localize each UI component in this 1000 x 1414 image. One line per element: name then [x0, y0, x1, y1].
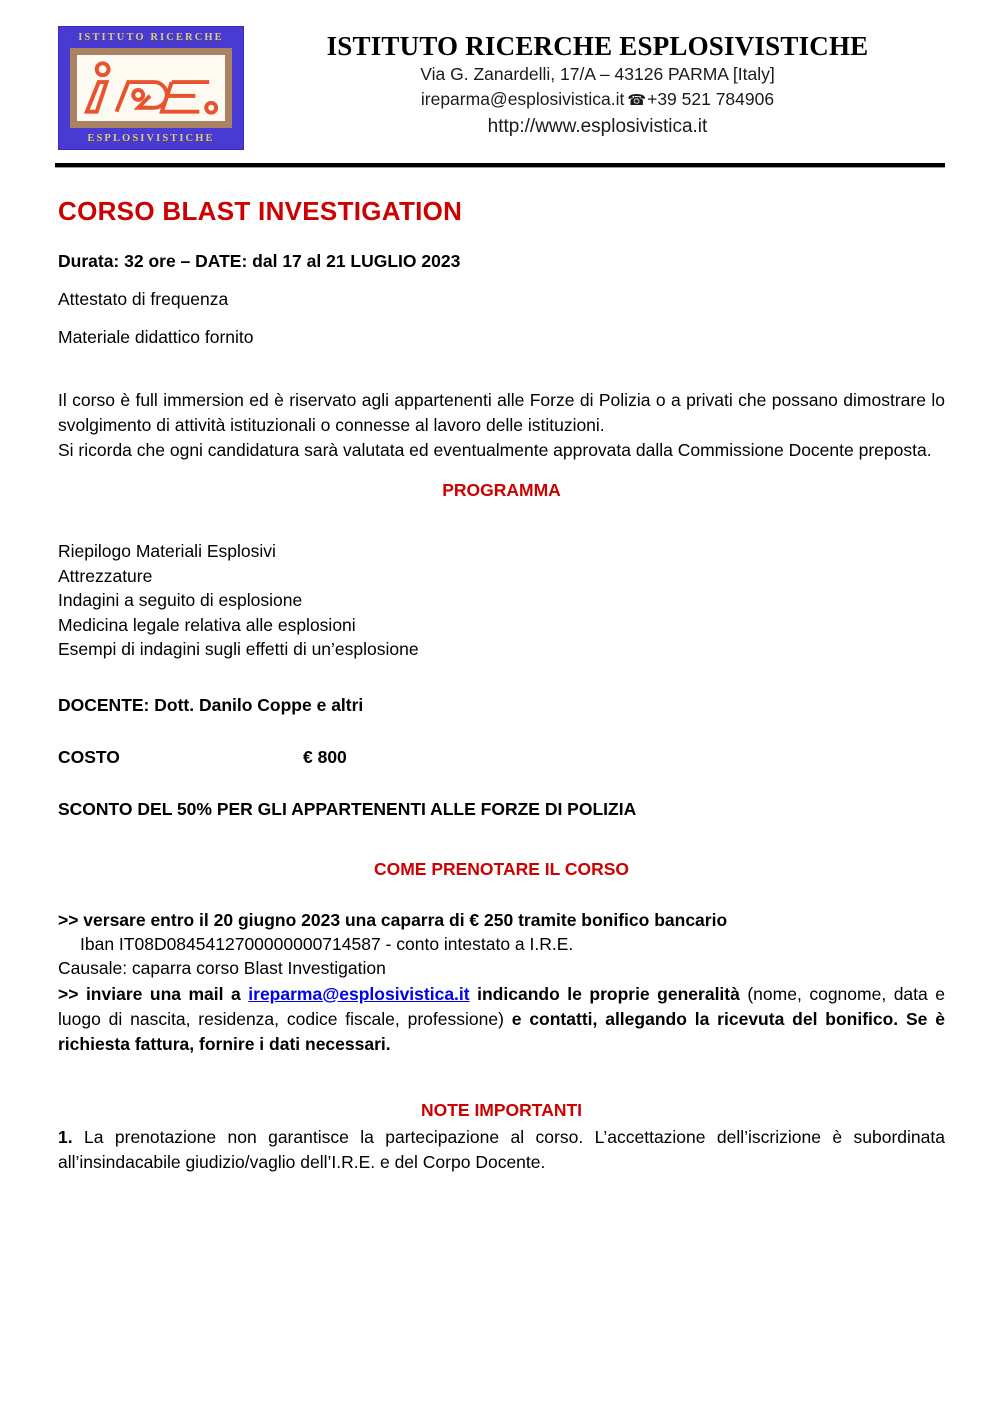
booking-step-deposit: >> versare entro il 20 giugno 2023 una caparra di € 250 tramite bonifico bancario	[58, 909, 728, 930]
ire-monogram-icon	[77, 56, 225, 120]
notes-heading: NOTE IMPORTANTI	[420, 1099, 583, 1120]
course-cost-row	[58, 746, 945, 768]
page-title: CORSO BLAST INVESTIGATION	[58, 196, 463, 226]
list-item: Medicina legale relativa alle esplosioni	[58, 614, 356, 635]
organization-phone: +39 521 784906	[647, 89, 775, 109]
booking-step-email	[58, 982, 945, 1057]
programma-heading: PROGRAMMA	[442, 480, 561, 500]
course-duration: Durata: 32 ore – DATE: dal 17 al 21 LUGLIO 2023	[58, 251, 461, 271]
list-item: Attrezzature	[58, 565, 153, 586]
course-cost-label: COSTO	[58, 746, 120, 767]
document-body	[0, 196, 1000, 1175]
booking-iban: Iban IT08D0845412700000000714587 - conto intestato a I.R.E.	[80, 933, 574, 954]
booking-steps	[58, 908, 945, 1057]
course-certificate: Attestato di frequenza	[58, 289, 229, 309]
booking-heading: COME PRENOTARE IL CORSO	[373, 858, 630, 879]
booking-email-mid: indicando le proprie generalità	[469, 983, 748, 1004]
course-intro	[58, 388, 945, 463]
logo-bottom-text: ESPLOSIVISTICHE	[87, 133, 215, 144]
course-intro-paragraph-2: Si ricorda che ogni candidatura sarà valutata ed eventualmente approvata dalla Commissione Docente preposta.	[58, 440, 932, 460]
list-item: Esempi di indagini sugli effetti di un’esplosione	[58, 639, 419, 659]
organization-name: ISTITUTO RICERCHE ESPLOSIVISTICHE	[326, 31, 869, 61]
organization-website: http://www.esplosivistica.it	[487, 116, 708, 137]
booking-causale: Causale: caparra corso Blast Investigation	[58, 957, 386, 978]
header-divider	[55, 163, 945, 168]
ire-logo	[58, 26, 244, 150]
header-contact-block	[244, 26, 945, 140]
document-header	[0, 0, 1000, 150]
booking-email-tail: e contatti, allegando la ricevuta del bonifico. Se è richiesta fattura, fornire i dati necessari.	[58, 1008, 945, 1054]
course-cost-value: € 800	[303, 746, 347, 767]
course-teacher: DOCENTE: Dott. Danilo Coppe e altri	[58, 694, 364, 715]
course-discount: SCONTO DEL 50% PER GLI APPARTENENTI ALLE FORZE DI POLIZIA	[58, 798, 637, 819]
logo-top-text: ISTITUTO RICERCHE	[78, 32, 224, 43]
organization-email: ireparma@esplosivistica.it	[420, 89, 625, 109]
notes-item-text: La prenotazione non garantisce la partecipazione al corso. L’accettazione dell’iscrizione è subordinata all’insindacabile giudizio/vaglio dell’I.R.E. e del Corpo Docente.	[58, 1126, 945, 1172]
booking-email-link[interactable]: ireparma@esplosivistica.it	[248, 983, 470, 1004]
notes-item	[58, 1125, 945, 1175]
booking-email-prefix: >> inviare una mail a	[58, 983, 249, 1004]
list-item: Riepilogo Materiali Esplosivi	[58, 541, 276, 561]
logo-frame	[70, 48, 232, 128]
telephone-icon: ☎	[627, 91, 647, 109]
organization-address: Via G. Zanardelli, 17/A – 43126 PARMA [Italy]	[420, 64, 775, 84]
course-intro-paragraph-1: Il corso è full immersion ed è riservato agli appartenenti alle Forze di Polizia o a privati che possano dimostrare lo svolgimento di attività istituzionali o connesse al lavoro delle istituzioni.	[58, 390, 945, 435]
list-item: Indagini a seguito di esplosione	[58, 590, 303, 610]
organization-contact-row	[250, 87, 945, 113]
booking-email-details: (nome, cognome, data e luogo di nascita, residenza, codice fiscale, professione)	[58, 983, 945, 1029]
course-materials: Materiale didattico fornito	[58, 327, 254, 347]
notes-item-number: 1.	[58, 1126, 73, 1147]
programma-list	[58, 539, 945, 662]
